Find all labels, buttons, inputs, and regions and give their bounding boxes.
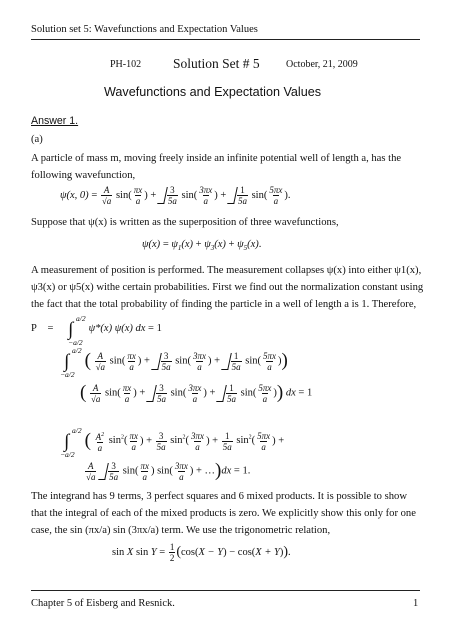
header-rule xyxy=(31,39,420,40)
equation-4-line-1: ∫ a/2 −a/2 ( $\frac{A}{√a}$ sin( $\frac{\pi x}{a}$ ) + $\frac{3}{5a}$ sin( $\frac{3\pi x}{a}$ ) + $\frac{1}{5a}$ sin( $\frac{5\pi x}{a}$ )) xyxy=(60,346,288,379)
paragraph-4-line-3: case, the sin (πx/a) sin (3πx/a) term. We use the trigonometric relation, xyxy=(31,525,331,536)
doc-title: Wavefunctions and Expectation Values xyxy=(104,85,322,99)
paragraph-4-line-2: that the integral of each of the mixed products is zero. We explicitly show this only for one xyxy=(31,508,416,519)
paragraph-3-line-3: the fact that the total probability of finding the particle in a well of length a is 1. Therefore, xyxy=(31,299,417,310)
page-number: 1 xyxy=(413,598,419,609)
equation-4-line-2: ( $\frac{A}{√a}$ sin( $\frac{\pi x}{a}$ ) + $\frac{3}{5a}$ sin( $\frac{3\pi x}{a}$ ) + $\frac{1}{5a}$ sin( $\frac{5\pi x}{a}$ )) dx = 1 xyxy=(80,382,313,404)
equation-3: P = ∫ a/2 −a/2 ψ*(x) ψ(x) dx = 1 xyxy=(31,313,162,347)
paragraph-3-line-2: ψ3(x) or ψ5(x) withe certain probabilities. First we find out the normalization constant using xyxy=(31,282,424,293)
equation-2: $\psi(x) = \psi_1(x) + \psi_3(x) + \psi_5(x)$. xyxy=(142,239,262,253)
paragraph-1-line-2: following wavefunction, xyxy=(31,170,136,181)
answer-label: Answer 1. xyxy=(31,115,79,127)
paragraph-2: Suppose that ψ(x) is written as the superposition of three wavefunctions, xyxy=(31,217,339,228)
footer-rule xyxy=(31,590,420,591)
course-code: PH-102 xyxy=(110,59,142,70)
equation-5-line-2: $\frac{A}{√a}$ $\frac{3}{5a}$ sin( $\frac{\pi x}{a}$ ) sin( $\frac{3\pi x}{a}$ ) + …)dx = 1. xyxy=(86,460,251,482)
date: October, 21, 2009 xyxy=(286,59,358,70)
part-label: (a) xyxy=(31,134,43,145)
running-title: Solution set 5: Wavefunctions and Expectation Values xyxy=(31,24,258,35)
paragraph-4-line-1: The integrand has 9 terms, 3 perfect squares and 6 mixed products. It is possible to show xyxy=(31,491,407,502)
equation-5-line-1: ∫ a/2 −a/2 ( $\frac{A^2}{a}$ $\sin^2$( $\frac{\pi x}{a}$ ) + $\frac{3}{5a}$ $\sin^2$( $\frac{3\pi x}{a}$ ) + $\frac{1}{5a}$ $\sin^2$( $\frac{5\pi x}{a}$ ) + xyxy=(60,426,285,459)
equation-1: ψ(x, 0) = $\frac{A}{√a}$ sin( $\frac{\pi x}{a}$ ) + $\frac{3}{5a}$ sin( $\frac{3\pi x}{a}$ ) + $\frac{1}{5a}$ sin( $\frac{5\pi x}{a}$ ). xyxy=(60,185,291,206)
equation-6: sin X sin Y = $\frac{1}{2}$ (cos(X − Y) − cos(X + Y)). xyxy=(112,542,291,563)
solution-set-label: Solution Set # 5 xyxy=(173,56,260,71)
paragraph-1-line-1: A particle of mass m, moving freely inside an infinite potential well of length a, has the xyxy=(31,153,402,164)
paragraph-3-line-1: A measurement of position is performed. The measurement collapses ψ(x) into either ψ1(x), xyxy=(31,265,422,276)
footer-text: Chapter 5 of Eisberg and Resnick. xyxy=(31,598,175,609)
